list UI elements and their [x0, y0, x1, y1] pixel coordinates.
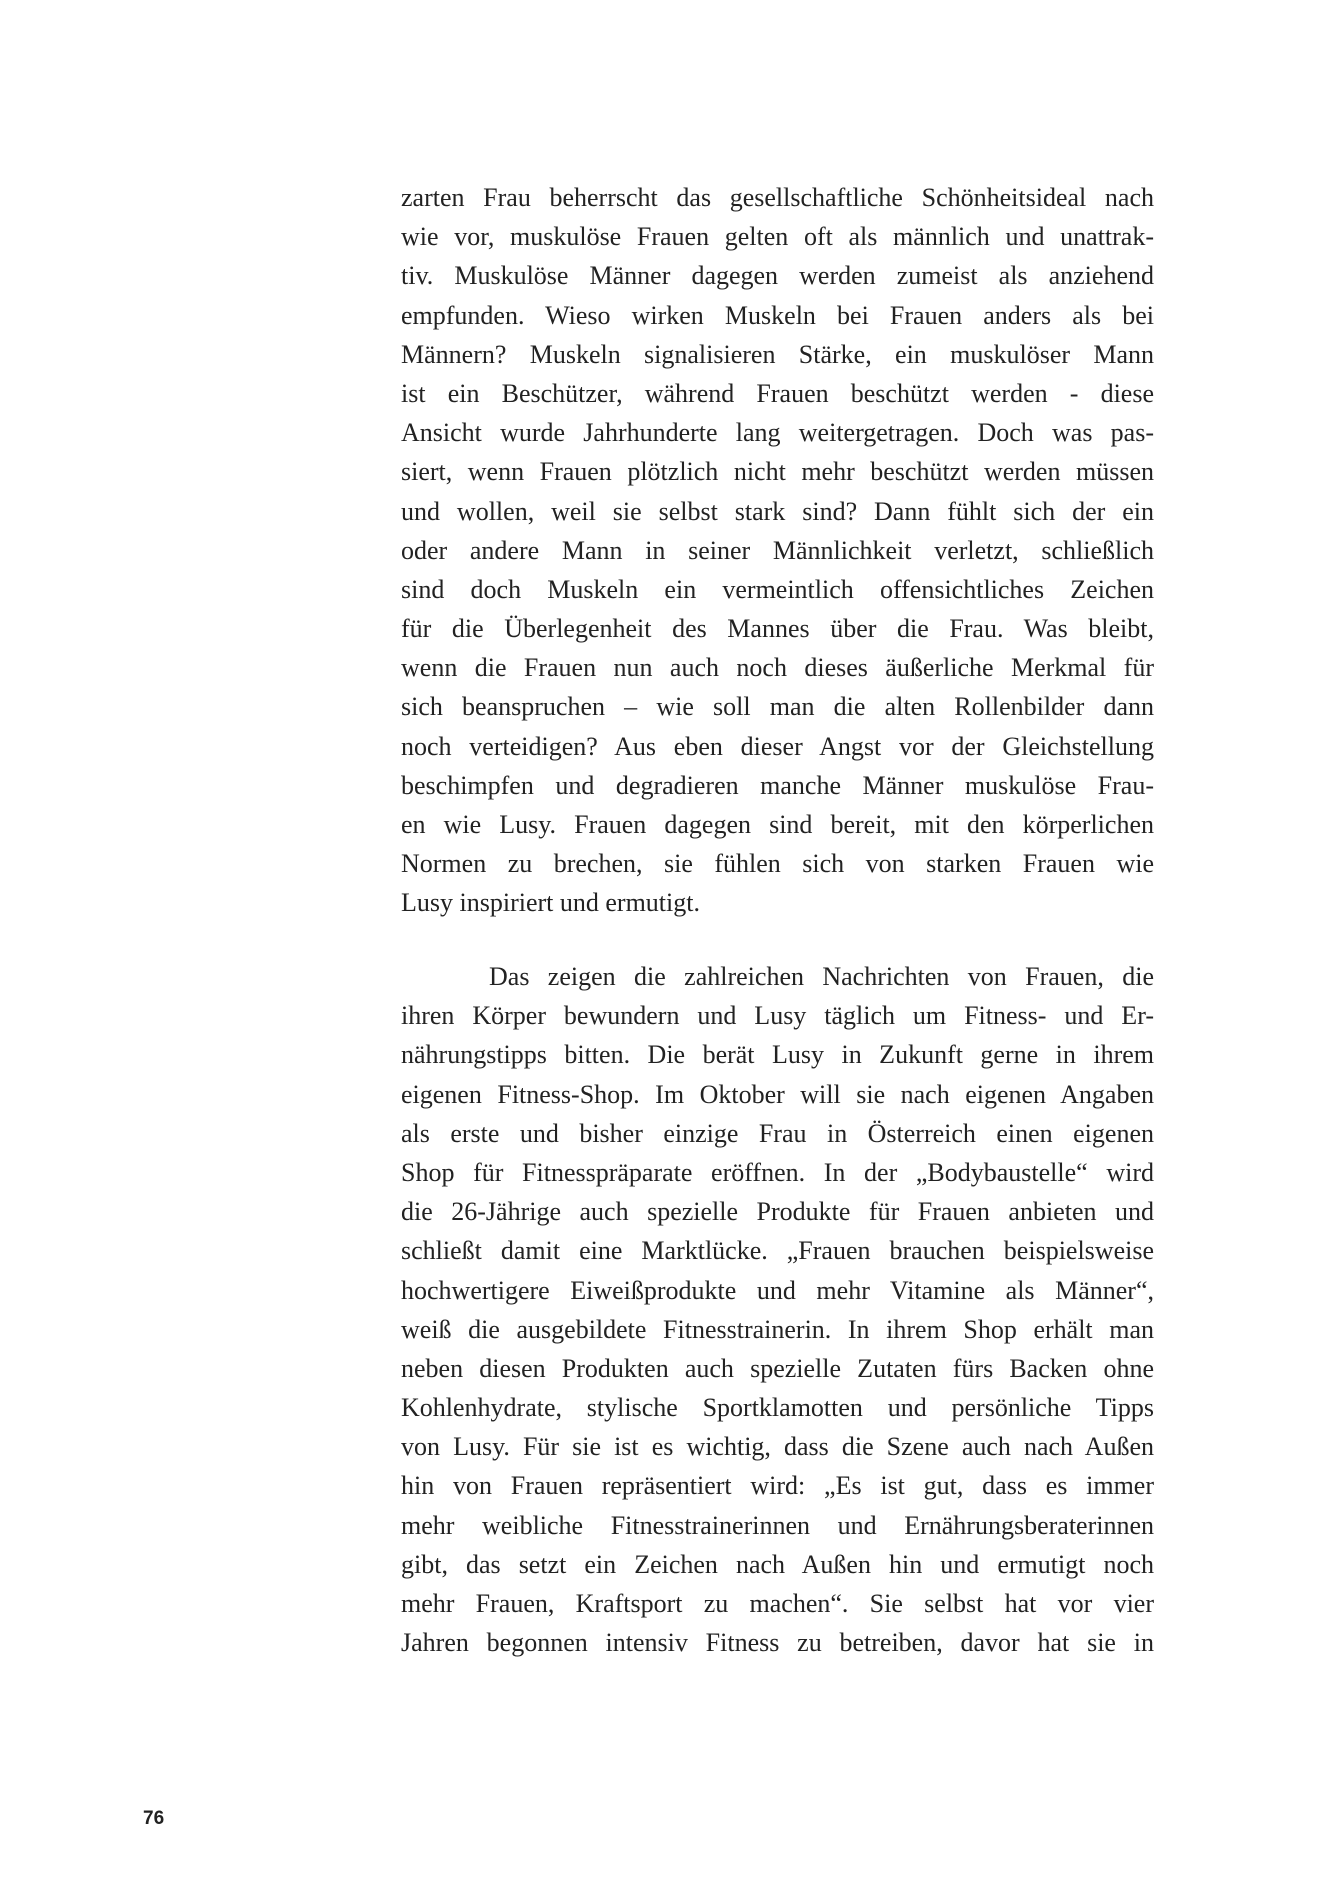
text-line: en wie Lusy. Frauen dagegen sind bereit, mit den körperlichen: [401, 810, 1154, 839]
text-line: neben diesen Produkten auch spezielle Zutaten fürs Backen ohne: [401, 1353, 1154, 1383]
text-line: nährungstipps bitten. Die berät Lusy in Zukunft gerne in ihrem: [401, 1040, 1154, 1070]
text-line: von Lusy. Für sie ist es wichtig, dass die Szene auch nach Außen: [401, 1432, 1154, 1462]
text-line: Lusy inspiriert und ermutigt.: [401, 888, 700, 918]
text-line: Normen zu brechen, sie fühlen sich von starken Frauen wie: [401, 849, 1154, 879]
text-line: empfunden. Wieso wirken Muskeln bei Frauen anders als bei: [401, 300, 1154, 330]
text-line: eigenen Fitness-Shop. Im Oktober will sie nach eigenen Angaben: [401, 1079, 1154, 1109]
text-line: gibt, das setzt ein Zeichen nach Außen hin und ermutigt noch: [401, 1549, 1154, 1579]
text-line: siert, wenn Frauen plötzlich nicht mehr beschützt werden müssen: [401, 457, 1154, 487]
text-line: als erste und bisher einzige Frau in Österreich einen eigenen: [401, 1118, 1154, 1148]
text-line: noch verteidigen? Aus eben dieser Angst vor der Gleichstellung: [401, 731, 1154, 761]
text-line: und wollen, weil sie selbst stark sind? Dann fühlt sich der ein: [401, 496, 1154, 526]
text-line: oder andere Mann in seiner Männlichkeit verletzt, schließlich: [401, 535, 1154, 565]
text-line: zarten Frau beherrscht das gesellschaftliche Schönheitsideal nach: [401, 183, 1154, 212]
text-line: hochwertigere Eiweißprodukte und mehr Vitamine als Männer“,: [401, 1275, 1154, 1305]
text-line: sind doch Muskeln ein vermeintlich offensichtliches Zeichen: [401, 574, 1154, 604]
text-line: ist ein Beschützer, während Frauen beschützt werden - diese: [401, 378, 1154, 408]
text-line: schließt damit eine Marktlücke. „Frauen brauchen beispielsweise: [401, 1236, 1154, 1266]
text-line: Männern? Muskeln signalisieren Stärke, ein muskulöser Mann: [401, 339, 1154, 369]
text-line: Jahren begonnen intensiv Fitness zu betreiben, davor hat sie in: [401, 1628, 1154, 1658]
text-line: tiv. Muskulöse Männer dagegen werden zumeist als anziehend: [401, 261, 1154, 291]
text-line: hin von Frauen repräsentiert wird: „Es ist gut, dass es immer: [401, 1471, 1154, 1501]
text-line: beschimpfen und degradieren manche Männer muskulöse Frau-: [401, 770, 1154, 800]
text-line: Ansicht wurde Jahrhunderte lang weitergetragen. Doch was pas-: [401, 418, 1154, 448]
text-line: mehr Frauen, Kraftsport zu machen“. Sie selbst hat vor vier: [401, 1589, 1154, 1618]
text-line: ihren Körper bewundern und Lusy täglich um Fitness- und Er-: [401, 1001, 1154, 1031]
paragraph-1: [401, 178, 1154, 923]
text-line: weiß die ausgebildete Fitnesstrainerin. In ihrem Shop erhält man: [401, 1314, 1154, 1344]
text-line: sich beanspruchen – wie soll man die alten Rollenbilder dann: [401, 692, 1154, 722]
text-line: mehr weibliche Fitnesstrainerinnen und Ernährungsberaterinnen: [401, 1510, 1154, 1540]
page-number: 76: [143, 1808, 165, 1829]
text-line: wie vor, muskulöse Frauen gelten oft als männlich und unattrak-: [401, 222, 1154, 252]
text-line: für die Überlegenheit des Mannes über die Frau. Was bleibt,: [401, 614, 1154, 644]
paragraph-2: [401, 957, 1154, 1662]
text-line: Das zeigen die zahlreichen Nachrichten von Frauen, die: [489, 962, 1154, 991]
text-line: wenn die Frauen nun auch noch dieses äußerliche Merkmal für: [401, 653, 1154, 683]
text-line: Shop für Fitnesspräparate eröffnen. In der „Bodybaustelle“ wird: [401, 1157, 1154, 1187]
text-line: Kohlenhydrate, stylische Sportklamotten und persönliche Tipps: [401, 1393, 1154, 1423]
text-line: die 26-Jährige auch spezielle Produkte für Frauen anbieten und: [401, 1197, 1154, 1227]
